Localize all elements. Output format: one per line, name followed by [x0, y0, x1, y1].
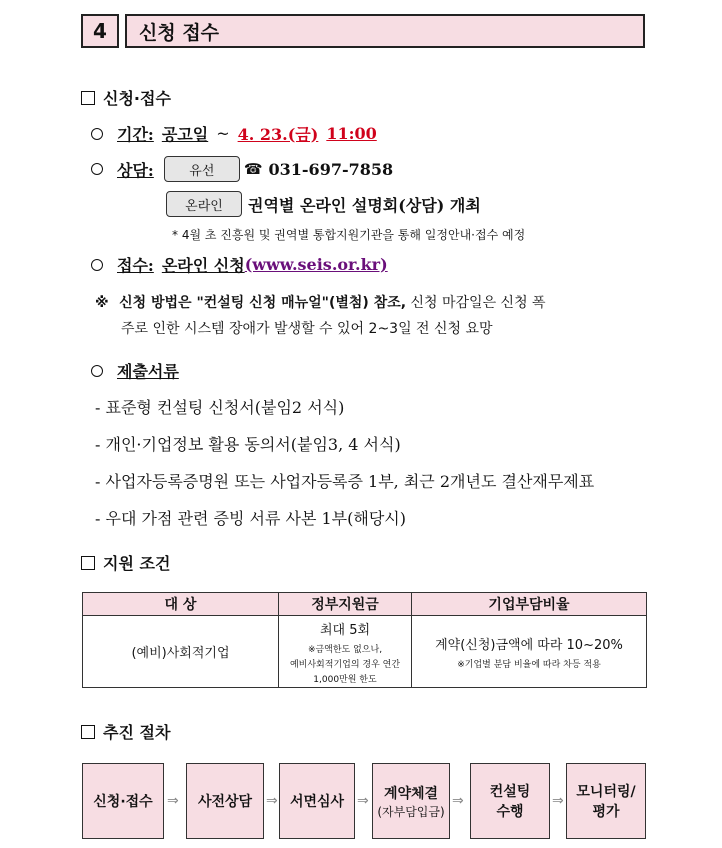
notice-mark: ※: [95, 295, 109, 311]
gov-note-1: ※금액한도 없으나,: [307, 644, 383, 655]
step-label: 신청·접수: [93, 794, 153, 810]
step-sub: (자부담입금): [377, 804, 445, 819]
arrow-right-icon: ⇒: [266, 793, 278, 809]
table-header-gov: 정부지원금: [279, 593, 412, 616]
step-label: 컨설팅: [489, 784, 531, 800]
section-title: 신청 접수: [125, 14, 645, 48]
process-step-apply: [82, 763, 164, 839]
checkbox-square-icon: [81, 725, 95, 739]
online-text: 권역별 온라인 설명회(상담) 개최: [248, 195, 481, 215]
process-step-review: [279, 763, 355, 839]
period-date: 4. 23.(금): [237, 125, 319, 144]
section-number: 4: [81, 14, 119, 48]
circle-bullet-icon: [91, 259, 103, 271]
step-label-2: 평가: [592, 804, 620, 820]
notice-block: [95, 290, 655, 342]
circle-bullet-icon: [91, 163, 103, 175]
period-tilde: ~: [216, 124, 230, 143]
online-note: * 4월 초 진흥원 및 권역별 통합지원기관을 통해 일정안내·접수 예정: [172, 228, 526, 242]
process-step-contract: [372, 763, 450, 839]
gov-cell: [279, 616, 412, 688]
docs-label: 제출서류: [117, 362, 179, 381]
support-table: [82, 592, 647, 688]
table-header-target: 대 상: [83, 593, 279, 616]
doc-item: - 개인·기업정보 활용 동의서(붙임3, 4 서식): [95, 435, 401, 454]
circle-bullet-icon: [91, 365, 103, 377]
step-label: 계약체결: [383, 785, 439, 802]
period-label: 기간:: [117, 125, 154, 144]
apply-section-heading: [81, 86, 171, 109]
apply-section-title: 신청·접수: [103, 89, 171, 108]
docs-line: [91, 359, 179, 382]
support-section-title: 지원 조건: [103, 554, 171, 573]
wired-tag: 유선: [164, 156, 240, 182]
doc-item: - 사업자등록증명원 또는 사업자등록증 1부, 최근 2개년도 결산재무제표: [95, 472, 595, 491]
period-line: [91, 122, 377, 145]
arrow-right-icon: ⇒: [452, 793, 464, 809]
checkbox-square-icon: [81, 91, 95, 105]
arrow-right-icon: ⇒: [167, 793, 179, 809]
burden-note: ※기업별 분담 비율에 따라 차등 적용: [457, 659, 601, 670]
period-start: 공고일: [161, 125, 209, 144]
doc-item: - 우대 가점 관련 증빙 서류 사본 1부(해당시): [95, 509, 406, 528]
process-step-consult: [186, 763, 264, 839]
receipt-text: 온라인 신청: [161, 256, 245, 275]
phone-icon: ☎: [243, 160, 263, 178]
process-section-heading: [81, 720, 170, 743]
gov-note-2: 예비사회적기업의 경우 연간: [289, 659, 401, 670]
step-label: 사전상담: [197, 794, 253, 810]
consult-label: 상담:: [117, 160, 154, 180]
consult-line: [91, 156, 393, 182]
receipt-line: [91, 253, 388, 276]
support-section-heading: [81, 551, 170, 574]
notice-text-1: 신청 마감일은 신청 폭: [406, 295, 546, 311]
circle-bullet-icon: [91, 128, 103, 140]
notice-bold-text: 신청 방법은 "컨설팅 신청 매뉴얼"(별첨) 참조,: [119, 295, 407, 311]
phone-number: 031-697-7858: [268, 159, 394, 179]
step-label-2: 수행: [496, 804, 524, 820]
burden-main: 계약(신청)금액에 따라 10~20%: [435, 637, 623, 653]
arrow-right-icon: ⇒: [552, 793, 564, 809]
step-label: 서면심사: [289, 794, 345, 810]
table-row: [83, 616, 647, 688]
process-step-monitor: [566, 763, 646, 839]
notice-text-2: 주로 인한 시스템 장애가 발생할 수 있어 2~3일 전 신청 요망: [121, 321, 493, 337]
period-time: 11:00: [326, 124, 377, 143]
online-line: [166, 191, 481, 217]
gov-note-3: 1,000만원 한도: [313, 674, 377, 685]
table-header-burden: 기업부담비율: [412, 593, 647, 616]
gov-main: 최대 5회: [319, 622, 371, 638]
doc-item: - 표준형 컨설팅 신청서(붙임2 서식): [95, 398, 345, 417]
checkbox-square-icon: [81, 556, 95, 570]
arrow-right-icon: ⇒: [357, 793, 369, 809]
table-header-row: [83, 593, 647, 616]
online-tag: 온라인: [166, 191, 242, 217]
target-cell: (예비)사회적기업: [83, 616, 279, 688]
step-label: 모니터링/: [576, 784, 636, 800]
receipt-url-link[interactable]: (www.seis.or.kr): [244, 255, 388, 274]
burden-cell: [412, 616, 647, 688]
receipt-label: 접수:: [117, 256, 154, 275]
process-section-title: 추진 절차: [103, 723, 171, 742]
process-step-perform: [470, 763, 550, 839]
